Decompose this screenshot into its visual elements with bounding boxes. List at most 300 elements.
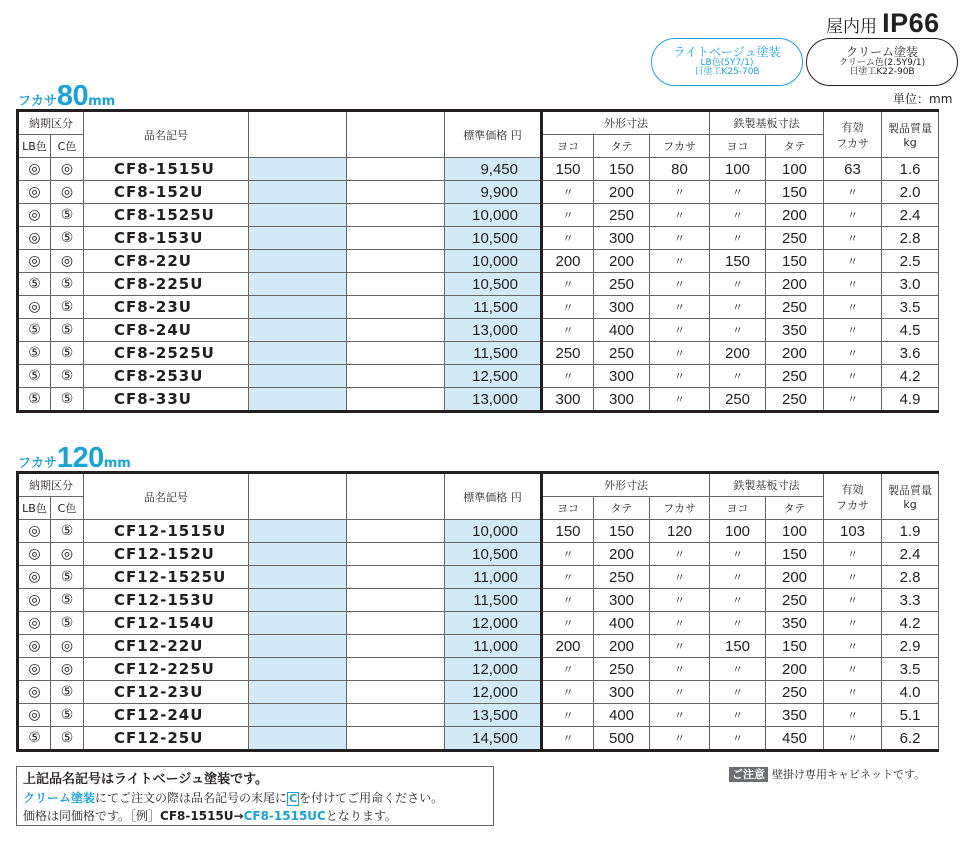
- cell-plate-width: 200: [710, 342, 766, 365]
- cell-lb-delivery: ◎: [18, 204, 51, 227]
- header-outer-height: タテ: [594, 497, 650, 520]
- cell-mass: 1.6: [882, 158, 939, 181]
- table-row: [18, 704, 969, 727]
- cell-outer-height: 300: [594, 227, 650, 250]
- header-part-number: 品名記号: [84, 111, 249, 158]
- cell-plate-width: 100: [710, 158, 766, 181]
- cell-blank-blue: [249, 566, 347, 589]
- header-blank: [347, 473, 445, 520]
- header-blank: [249, 473, 347, 520]
- badge-color-code: クリーム色(2.5Y9/1): [838, 57, 926, 68]
- cell-plate-height: 100: [766, 158, 824, 181]
- table-row: [18, 158, 969, 181]
- cell-plate-width: 〃: [710, 319, 766, 342]
- cell-effective-depth: 〃: [824, 296, 882, 319]
- header-c-color: C色: [51, 135, 84, 158]
- cell-mass: 3.3: [882, 589, 939, 612]
- cell-mass: 3.0: [882, 273, 939, 296]
- table-row: [18, 635, 969, 658]
- cell-lb-delivery: ◎: [18, 543, 51, 566]
- cell-blank-blue: [249, 681, 347, 704]
- cell-price: 10,000: [445, 204, 542, 227]
- header-effective-depth: [824, 473, 882, 520]
- cell-blank-blue: [249, 342, 347, 365]
- note-example-to: CF8-1515UC: [243, 809, 326, 823]
- cell-price: 11,000: [445, 566, 542, 589]
- cell-outer-width: 〃: [542, 658, 594, 681]
- cell-mass: 2.8: [882, 566, 939, 589]
- cell-outer-depth: 80: [650, 158, 710, 181]
- table-row: [18, 319, 969, 342]
- section-unit: mm: [103, 456, 131, 471]
- cell-mass: 2.4: [882, 543, 939, 566]
- cell-mass: 4.2: [882, 365, 939, 388]
- cell-plate-height: 250: [766, 388, 824, 412]
- cell-blank: [347, 635, 445, 658]
- cell-lb-delivery: ◎: [18, 250, 51, 273]
- cell-lb-delivery: ◎: [18, 566, 51, 589]
- cell-blank: [347, 319, 445, 342]
- cell-price: 11,500: [445, 589, 542, 612]
- cell-part-number: CF12-1525U: [84, 566, 249, 589]
- cell-plate-width: 〃: [710, 273, 766, 296]
- cell-outer-width: 200: [542, 250, 594, 273]
- cell-outer-width: 〃: [542, 273, 594, 296]
- header-plate-dimensions: 鉄製基板寸法: [710, 473, 824, 497]
- cell-outer-width: 〃: [542, 181, 594, 204]
- cell-outer-depth: 120: [650, 520, 710, 543]
- cell-plate-height: 250: [766, 227, 824, 250]
- header-outer-dimensions: 外形寸法: [542, 111, 710, 135]
- table-row: [18, 543, 969, 566]
- cell-mass: 4.2: [882, 612, 939, 635]
- cell-outer-height: 250: [594, 342, 650, 365]
- cell-outer-width: 〃: [542, 365, 594, 388]
- cell-effective-depth: 〃: [824, 635, 882, 658]
- cell-blank: [347, 181, 445, 204]
- cell-outer-width: 300: [542, 388, 594, 412]
- cell-c-delivery: ⑤: [51, 612, 84, 635]
- cell-blank: [347, 227, 445, 250]
- cell-mass: 4.0: [882, 681, 939, 704]
- cell-part-number: CF8-24U: [84, 319, 249, 342]
- spec-table-120: [16, 471, 969, 752]
- badge-cream: [806, 38, 958, 86]
- header-mass-line2: kg: [903, 136, 917, 149]
- cell-outer-height: 200: [594, 181, 650, 204]
- cell-outer-width: 〃: [542, 612, 594, 635]
- cell-mass: 6.2: [882, 727, 939, 751]
- header-plate-dimensions: 鉄製基板寸法: [710, 111, 824, 135]
- cell-outer-depth: 〃: [650, 681, 710, 704]
- cell-blank-blue: [249, 296, 347, 319]
- cell-outer-depth: 〃: [650, 273, 710, 296]
- cell-outer-depth: 〃: [650, 388, 710, 412]
- cell-c-delivery: ⑤: [51, 204, 84, 227]
- header-lb-color: LB色: [18, 497, 51, 520]
- table-row: [18, 681, 969, 704]
- header-effective-line2: フカサ: [836, 136, 869, 150]
- cell-outer-height: 150: [594, 158, 650, 181]
- cell-outer-height: 200: [594, 635, 650, 658]
- badge-title: ライトベージュ塗装: [673, 45, 781, 59]
- spec-table-80: [16, 109, 969, 413]
- cell-price: 11,000: [445, 635, 542, 658]
- cell-effective-depth: 〃: [824, 727, 882, 751]
- cell-outer-height: 300: [594, 681, 650, 704]
- note-text: 価格は同価格です。［例］: [23, 809, 161, 823]
- cell-plate-width: 〃: [710, 704, 766, 727]
- cell-c-delivery: ⑤: [51, 727, 84, 751]
- cell-lb-delivery: ◎: [18, 658, 51, 681]
- cell-c-delivery: ◎: [51, 635, 84, 658]
- cell-c-delivery: ◎: [51, 250, 84, 273]
- header-plate-height: タテ: [766, 497, 824, 520]
- cell-blank: [347, 388, 445, 412]
- cell-blank-blue: [249, 181, 347, 204]
- cell-outer-depth: 〃: [650, 635, 710, 658]
- cell-blank: [347, 342, 445, 365]
- cell-blank-blue: [249, 158, 347, 181]
- cell-blank: [347, 566, 445, 589]
- cell-c-delivery: ⑤: [51, 704, 84, 727]
- cell-plate-width: 〃: [710, 681, 766, 704]
- cell-part-number: CF12-153U: [84, 589, 249, 612]
- cell-outer-width: 〃: [542, 589, 594, 612]
- cell-price: 10,500: [445, 227, 542, 250]
- cell-c-delivery: ⑤: [51, 566, 84, 589]
- cell-outer-height: 400: [594, 704, 650, 727]
- cell-blank: [347, 704, 445, 727]
- cell-c-delivery: ⑤: [51, 319, 84, 342]
- cell-outer-height: 300: [594, 589, 650, 612]
- cell-price: 12,500: [445, 365, 542, 388]
- cell-blank-blue: [249, 388, 347, 412]
- cell-part-number: CF12-1515U: [84, 520, 249, 543]
- note-cream-label: クリーム塗装: [23, 791, 96, 805]
- cell-part-number: CF12-225U: [84, 658, 249, 681]
- header-mass-line1: 製品質量: [888, 484, 933, 497]
- cell-part-number: CF8-22U: [84, 250, 249, 273]
- cell-lb-delivery: ◎: [18, 589, 51, 612]
- cell-outer-width: 〃: [542, 319, 594, 342]
- header-mass: [882, 111, 939, 158]
- cell-c-delivery: ◎: [51, 543, 84, 566]
- table-row: [18, 566, 969, 589]
- cell-lb-delivery: ⑤: [18, 273, 51, 296]
- cell-plate-height: 350: [766, 612, 824, 635]
- badge-color-code: LB色(5Y7/1): [700, 57, 754, 68]
- header-label: 屋内用: [826, 17, 877, 37]
- cell-blank-blue: [249, 365, 347, 388]
- cell-outer-depth: 〃: [650, 204, 710, 227]
- cell-outer-depth: 〃: [650, 296, 710, 319]
- cell-blank: [347, 296, 445, 319]
- cell-plate-height: 200: [766, 658, 824, 681]
- cell-outer-height: 400: [594, 319, 650, 342]
- cell-outer-depth: 〃: [650, 589, 710, 612]
- table-row: [18, 250, 969, 273]
- unit-note: 単位：mm: [893, 92, 953, 106]
- cell-part-number: CF12-154U: [84, 612, 249, 635]
- cell-part-number: CF8-153U: [84, 227, 249, 250]
- note-text: を付けてご用命ください。: [299, 791, 444, 805]
- cell-blank: [347, 612, 445, 635]
- cell-outer-width: 200: [542, 635, 594, 658]
- cell-plate-width: 〃: [710, 296, 766, 319]
- table-row: [18, 227, 969, 250]
- cell-plate-height: 200: [766, 342, 824, 365]
- cell-plate-height: 350: [766, 319, 824, 342]
- note-c-suffix: C: [289, 792, 298, 805]
- header-row: [18, 473, 969, 497]
- cell-outer-depth: 〃: [650, 181, 710, 204]
- header-outer-depth: フカサ: [650, 135, 710, 158]
- cell-outer-depth: 〃: [650, 543, 710, 566]
- cell-c-delivery: ◎: [51, 181, 84, 204]
- cell-c-delivery: ⑤: [51, 681, 84, 704]
- cell-c-delivery: ⑤: [51, 227, 84, 250]
- cell-outer-height: 250: [594, 204, 650, 227]
- cell-outer-depth: 〃: [650, 612, 710, 635]
- table-row: [18, 342, 969, 365]
- cell-outer-depth: 〃: [650, 704, 710, 727]
- cell-part-number: CF8-253U: [84, 365, 249, 388]
- badge-paint-code: 日塗工K22-90B: [849, 67, 915, 78]
- cell-price: 10,500: [445, 273, 542, 296]
- cell-part-number: CF8-23U: [84, 296, 249, 319]
- cell-price: 10,000: [445, 250, 542, 273]
- cell-outer-depth: 〃: [650, 658, 710, 681]
- cell-outer-width: 〃: [542, 543, 594, 566]
- note-example-from: CF8-1515U→: [160, 809, 244, 823]
- cell-effective-depth: 〃: [824, 704, 882, 727]
- cell-plate-width: 〃: [710, 589, 766, 612]
- cell-blank-blue: [249, 543, 347, 566]
- cell-outer-width: 150: [542, 520, 594, 543]
- table-row: [18, 612, 969, 635]
- cell-plate-height: 150: [766, 250, 824, 273]
- cell-blank-blue: [249, 250, 347, 273]
- cell-blank: [347, 158, 445, 181]
- cell-effective-depth: 〃: [824, 365, 882, 388]
- cell-outer-height: 150: [594, 520, 650, 543]
- header-plate-width: ヨコ: [710, 135, 766, 158]
- header-price: 標準価格 円: [445, 111, 542, 158]
- cell-plate-height: 450: [766, 727, 824, 751]
- cell-outer-height: 400: [594, 612, 650, 635]
- note-text: にてご注文の際は品名記号の末尾に: [95, 791, 288, 805]
- cell-price: 12,000: [445, 612, 542, 635]
- cell-blank-blue: [249, 635, 347, 658]
- badge-light-beige: [651, 38, 803, 86]
- section-title-120: [18, 442, 131, 475]
- cell-price: 11,500: [445, 296, 542, 319]
- table-row: [18, 365, 969, 388]
- cell-outer-height: 200: [594, 543, 650, 566]
- cell-lb-delivery: ◎: [18, 520, 51, 543]
- cell-blank: [347, 520, 445, 543]
- table-row: [18, 658, 969, 681]
- cell-blank: [347, 543, 445, 566]
- cell-mass: 2.9: [882, 635, 939, 658]
- header-mass-line2: kg: [903, 498, 917, 511]
- cell-effective-depth: 〃: [824, 204, 882, 227]
- caution-note: [729, 766, 925, 782]
- cell-c-delivery: ⑤: [51, 365, 84, 388]
- cell-plate-height: 200: [766, 273, 824, 296]
- cell-effective-depth: 103: [824, 520, 882, 543]
- cell-c-delivery: ⑤: [51, 296, 84, 319]
- cell-blank: [347, 204, 445, 227]
- cell-outer-height: 250: [594, 273, 650, 296]
- table-row: [18, 204, 969, 227]
- cell-outer-width: 〃: [542, 566, 594, 589]
- cell-part-number: CF12-24U: [84, 704, 249, 727]
- cell-outer-height: 300: [594, 365, 650, 388]
- cell-blank: [347, 681, 445, 704]
- cell-outer-height: 250: [594, 658, 650, 681]
- cell-price: 11,500: [445, 342, 542, 365]
- badge-title: クリーム塗装: [845, 45, 918, 59]
- cell-part-number: CF8-1525U: [84, 204, 249, 227]
- cell-blank: [347, 658, 445, 681]
- cell-mass: 3.5: [882, 296, 939, 319]
- cell-plate-width: 150: [710, 250, 766, 273]
- cell-c-delivery: ⑤: [51, 273, 84, 296]
- cell-outer-height: 300: [594, 388, 650, 412]
- table-row: [18, 589, 969, 612]
- cell-mass: 3.5: [882, 658, 939, 681]
- cell-blank-blue: [249, 612, 347, 635]
- cell-part-number: CF12-25U: [84, 727, 249, 751]
- cell-outer-depth: 〃: [650, 365, 710, 388]
- cell-effective-depth: 〃: [824, 589, 882, 612]
- cell-part-number: CF12-23U: [84, 681, 249, 704]
- cell-price: 10,500: [445, 543, 542, 566]
- header-part-number: 品名記号: [84, 473, 249, 520]
- table-row: [18, 388, 969, 412]
- cell-plate-width: 〃: [710, 727, 766, 751]
- cell-lb-delivery: ⑤: [18, 342, 51, 365]
- cell-mass: 2.8: [882, 227, 939, 250]
- cell-plate-height: 200: [766, 566, 824, 589]
- header-plate-height: タテ: [766, 135, 824, 158]
- header-outer-height: タテ: [594, 135, 650, 158]
- cell-blank-blue: [249, 520, 347, 543]
- cell-mass: 2.4: [882, 204, 939, 227]
- caution-tag: ご注意: [729, 767, 768, 782]
- header-mass-line1: 製品質量: [888, 122, 933, 135]
- cell-outer-width: 250: [542, 342, 594, 365]
- cell-lb-delivery: ◎: [18, 227, 51, 250]
- cell-price: 13,500: [445, 704, 542, 727]
- header-blank: [347, 111, 445, 158]
- cell-price: 9,900: [445, 181, 542, 204]
- cell-outer-width: 〃: [542, 296, 594, 319]
- cell-lb-delivery: ◎: [18, 681, 51, 704]
- cell-plate-width: 150: [710, 635, 766, 658]
- cell-lb-delivery: ◎: [18, 296, 51, 319]
- header-mass: [882, 473, 939, 520]
- cell-outer-depth: 〃: [650, 342, 710, 365]
- cell-plate-width: 〃: [710, 543, 766, 566]
- cell-c-delivery: ◎: [51, 658, 84, 681]
- cell-blank-blue: [249, 204, 347, 227]
- cell-plate-height: 150: [766, 635, 824, 658]
- cell-part-number: CF8-152U: [84, 181, 249, 204]
- cell-part-number: CF8-33U: [84, 388, 249, 412]
- header-outer-depth: フカサ: [650, 497, 710, 520]
- table-row: [18, 181, 969, 204]
- cell-price: 13,000: [445, 388, 542, 412]
- badge-paint-code: 日塗工K25-70B: [694, 67, 760, 78]
- header-blank: [249, 111, 347, 158]
- header-outer-width: ヨコ: [542, 497, 594, 520]
- cell-mass: 4.9: [882, 388, 939, 412]
- note-line-3: [23, 807, 487, 825]
- cell-outer-depth: 〃: [650, 566, 710, 589]
- cell-blank-blue: [249, 727, 347, 751]
- table-row: [18, 296, 969, 319]
- section-depth: 80: [56, 80, 89, 112]
- cell-effective-depth: 〃: [824, 612, 882, 635]
- cell-lb-delivery: ◎: [18, 181, 51, 204]
- cell-blank: [347, 273, 445, 296]
- cell-plate-width: 〃: [710, 204, 766, 227]
- cell-part-number: CF8-2525U: [84, 342, 249, 365]
- cell-c-delivery: ◎: [51, 158, 84, 181]
- order-notes: [16, 766, 494, 826]
- cell-plate-height: 100: [766, 520, 824, 543]
- caution-text: 壁掛け専用キャビネットです。: [772, 768, 926, 781]
- note-line-1: 上記品名記号はライトベージュ塗装です。: [23, 772, 269, 787]
- cell-plate-width: 〃: [710, 612, 766, 635]
- cell-outer-width: 150: [542, 158, 594, 181]
- cell-plate-height: 250: [766, 681, 824, 704]
- note-text: となります。: [325, 809, 397, 823]
- cell-blank-blue: [249, 273, 347, 296]
- cell-effective-depth: 〃: [824, 181, 882, 204]
- cell-part-number: CF12-152U: [84, 543, 249, 566]
- cell-effective-depth: 〃: [824, 273, 882, 296]
- cell-plate-height: 150: [766, 181, 824, 204]
- cell-price: 12,000: [445, 681, 542, 704]
- cell-blank-blue: [249, 589, 347, 612]
- cell-plate-height: 250: [766, 589, 824, 612]
- cell-lb-delivery: ⑤: [18, 319, 51, 342]
- cell-blank: [347, 250, 445, 273]
- cell-effective-depth: 〃: [824, 250, 882, 273]
- header-lb-color: LB色: [18, 135, 51, 158]
- cell-lb-delivery: ◎: [18, 158, 51, 181]
- cell-mass: 2.5: [882, 250, 939, 273]
- cell-part-number: CF8-1515U: [84, 158, 249, 181]
- cell-lb-delivery: ◎: [18, 704, 51, 727]
- cell-price: 10,000: [445, 520, 542, 543]
- cell-outer-width: 〃: [542, 704, 594, 727]
- cell-price: 9,450: [445, 158, 542, 181]
- header-rating: IP66: [882, 8, 940, 38]
- cell-outer-depth: 〃: [650, 227, 710, 250]
- cell-blank: [347, 365, 445, 388]
- section-unit: mm: [88, 94, 116, 109]
- header-effective-line1: 有効: [841, 120, 864, 134]
- cell-c-delivery: ⑤: [51, 589, 84, 612]
- cell-plate-width: 〃: [710, 227, 766, 250]
- cell-mass: 2.0: [882, 181, 939, 204]
- cell-mass: 1.9: [882, 520, 939, 543]
